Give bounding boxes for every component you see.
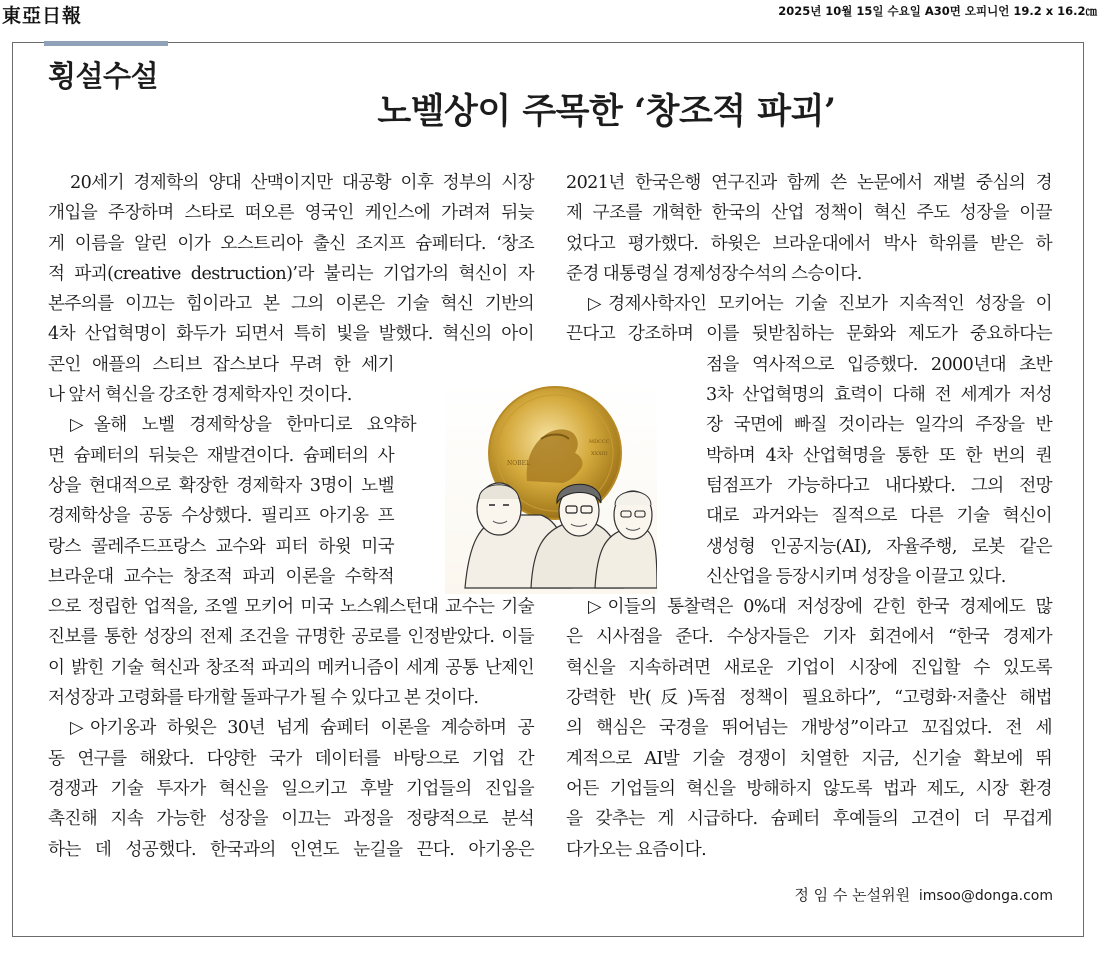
text-line: 브라운대 교수는 창조적 파괴 이론을 수학적 <box>48 566 394 587</box>
text-line: 강력한 반(反)독점 정책이 필요하다”, “고령화·저출산 해법 <box>566 688 1052 709</box>
svg-text:MDCCC: MDCCC <box>589 439 610 445</box>
text-line: 이 밝힌 기술 혁신과 창조적 파괴의 메커니즘이 세계 공통 난제인 <box>48 657 534 678</box>
text-line: 을 갖추는 게 시급하다. 슘페터 후예들의 고견이 더 무겁게 <box>566 809 1052 830</box>
text-line: 박하며 4차 산업혁명을 통한 또 한 번의 퀀 <box>706 445 1052 466</box>
text-line: 경쟁과 기술 투자가 혁신을 일으키고 후발 기업들의 진입을 <box>48 778 534 799</box>
svg-text:XXXIII: XXXIII <box>591 451 608 457</box>
section-title: 횡설수설 <box>48 59 159 93</box>
text-line: 20세기 경제학의 양대 산맥이지만 대공황 이후 정부의 시장 <box>70 173 534 193</box>
text-line: 나 앞서 혁신을 강조한 경제학자인 것이다. <box>48 385 352 406</box>
text-line: 준경 대통령실 경제성장수석의 스승이다. <box>566 263 862 284</box>
text-line: 계적으로 AI발 기술 경쟁이 치열한 지금, 신기술 확보에 뛰 <box>566 748 1052 769</box>
byline-email: imsoo@donga.com <box>918 888 1053 904</box>
text-line: 3차 산업혁명의 효력이 다해 전 세계가 저성 <box>706 385 1052 406</box>
text-line: 신산업을 등장시키며 성장을 이끌고 있다. <box>706 566 1006 587</box>
text-line: 어든 기업들의 혁신을 방해하지 않도록 법과 제도, 시장 환경 <box>566 778 1052 799</box>
masthead: 東亞日報 <box>2 5 83 27</box>
text-line: 다가오는 요즘이다. <box>566 839 707 860</box>
edition-info: 2025년 10월 15일 수요일 A30면 오피니언 19.2 x 16.2㎝ <box>778 4 1097 18</box>
text-line: 하는 데 성공했다. 한국과의 인연도 눈길을 끈다. 아기옹은 <box>48 839 534 860</box>
text-line: 촉진해 지속 가능한 성장을 이끄는 과정을 정량적으로 분석 <box>48 809 534 830</box>
text-line: 혁신을 지속하려면 새로운 기업이 시장에 진입할 수 있도록 <box>566 657 1052 678</box>
text-line: 게 이름을 알린 이가 오스트리아 출신 조지프 슘페터다. ‘창조 <box>48 233 534 254</box>
text-line: 랑스 콜레주드프랑스 교수와 피터 하윗 미국 <box>48 536 394 557</box>
text-line: 점을 역사적으로 입증했다. 2000년대 초반 <box>706 354 1052 375</box>
text-line: ▷아기옹과 하윗은 30년 넘게 슘페터 이론을 계승하며 공 <box>70 718 534 739</box>
text-line: 면 슘페터의 뒤늦은 재발견이다. 슘페터의 사 <box>48 445 394 466</box>
text-line: ▷올해 노벨 경제학상을 한마디로 요약하 <box>70 415 416 436</box>
text-line: 끈다고 강조하며 이를 뒷받침하는 문화와 제도가 중요하다는 <box>566 324 1052 345</box>
text-line: 저성장과 고령화를 타개할 돌파구가 될 수 있다고 본 것이다. <box>48 688 479 709</box>
text-line: 적 파괴(creative destruction)’라 불리는 기업가의 혁신이 자 <box>48 263 534 284</box>
text-line: 텀점프가 가능하다고 내다봤다. 그의 전망 <box>706 475 1052 496</box>
text-line: 개입을 주장하며 스타로 떠오른 영국인 케인스에 가려져 뒤늦 <box>48 203 534 224</box>
text-line: 진보를 통한 성장의 전제 조건을 규명한 공로를 인정받았다. 이들 <box>48 627 534 648</box>
text-line: 경제학상을 공동 수상했다. 필리프 아기옹 프 <box>48 506 394 527</box>
text-line: 장 국면에 빠질 것이라는 일각의 주장을 반 <box>706 415 1052 436</box>
text-line: 생성형 인공지능(AI), 자율주행, 로봇 같은 <box>706 536 1052 557</box>
text-line: 동 연구를 해왔다. 다양한 국가 데이터를 바탕으로 기업 간 <box>48 748 534 769</box>
byline-name: 정 임 수 논설위원 <box>794 886 911 904</box>
byline <box>794 884 1053 905</box>
text-line: 으로 정립한 업적을, 조엘 모키어 미국 노스웨스턴대 교수는 기술 <box>48 597 534 618</box>
text-line: 었다고 평가했다. 하윗은 브라운대에서 박사 학위를 받은 하 <box>566 233 1052 254</box>
svg-text:NOBEL: NOBEL <box>507 460 530 467</box>
text-line: 의 핵심은 국경을 뛰어넘는 개방성”이라고 꼬집었다. 전 세 <box>566 718 1052 739</box>
text-line: 대로 과거와는 질적으로 다른 기술 혁신이 <box>706 506 1052 527</box>
text-line: 콘인 애플의 스티브 잡스보다 무려 한 세기 <box>48 354 394 375</box>
text-line: ▷경제사학자인 모키어는 기술 진보가 지속적인 성장을 이 <box>588 294 1052 315</box>
text-line: ▷이들의 통찰력은 0%대 저성장에 갇힌 한국 경제에도 많 <box>588 597 1052 618</box>
text-line: 은 시사점을 준다. 수상자들은 기자 회견에서 “한국 경제가 <box>566 627 1052 648</box>
nobel-medal-illustration <box>445 383 657 594</box>
text-line: 제 구조를 개혁한 한국의 산업 정책이 혁신 주도 성장을 이끌 <box>566 203 1052 224</box>
text-line: 상을 현대적으로 확장한 경제학자 3명이 노벨 <box>48 475 394 496</box>
headline: 노벨상이 주목한 ‘창조적 파괴’ <box>377 91 836 132</box>
text-line: 2021년 한국은행 연구진과 함께 쓴 논문에서 재벌 중심의 경 <box>566 173 1052 193</box>
section-accent-bar <box>44 41 168 46</box>
text-line: 본주의를 이끄는 힘이라고 본 그의 이론은 기술 혁신 기반의 <box>48 294 534 315</box>
text-line: 4차 산업혁명이 화두가 되면서 특히 빛을 발했다. 혁신의 아이 <box>48 324 534 345</box>
nobel-illustration <box>445 383 657 594</box>
